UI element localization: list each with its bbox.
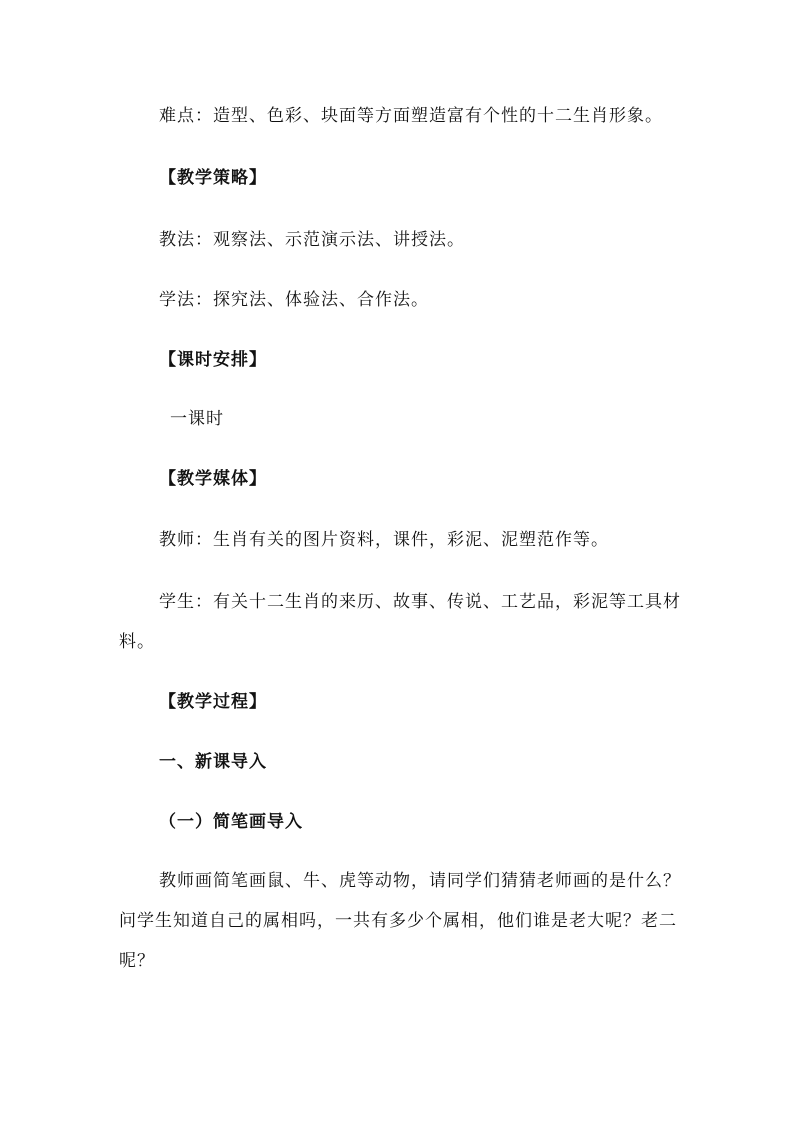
strategy-heading: 【教学策略】 (159, 168, 267, 188)
media-teacher-text: 教师：生肖有关的图片资料，课件，彩泥、泥塑范作等。 (159, 530, 609, 550)
teaching-method-text: 教法：观察法、示范演示法、讲授法。 (159, 230, 465, 250)
media-student-paragraph: 学生：有关十二生肖的来历、故事、传说、工艺品，彩泥等工具材料。 (119, 592, 681, 652)
section-new-lesson-intro: 一、新课导入 (159, 752, 267, 772)
schedule-value: 一课时 (170, 409, 224, 429)
difficulty-text: 难点：造型、色彩、块面等方面塑造富有个性的十二生肖形象。 (159, 106, 663, 126)
media-heading: 【教学媒体】 (159, 469, 267, 489)
learning-method-text: 学法：探究法、体验法、合作法。 (159, 290, 429, 310)
schedule-heading: 【课时安排】 (159, 350, 267, 370)
process-heading: 【教学过程】 (159, 692, 267, 712)
process-paragraph: 教师画简笔画鼠、牛、虎等动物，请同学们猜猜老师画的是什么？问学生知道自己的属相吗，一共有多少个属相，他们谁是老大呢？老二呢？ (119, 871, 681, 971)
subsection-sketch-intro: （一）简笔画导入 (159, 812, 303, 832)
